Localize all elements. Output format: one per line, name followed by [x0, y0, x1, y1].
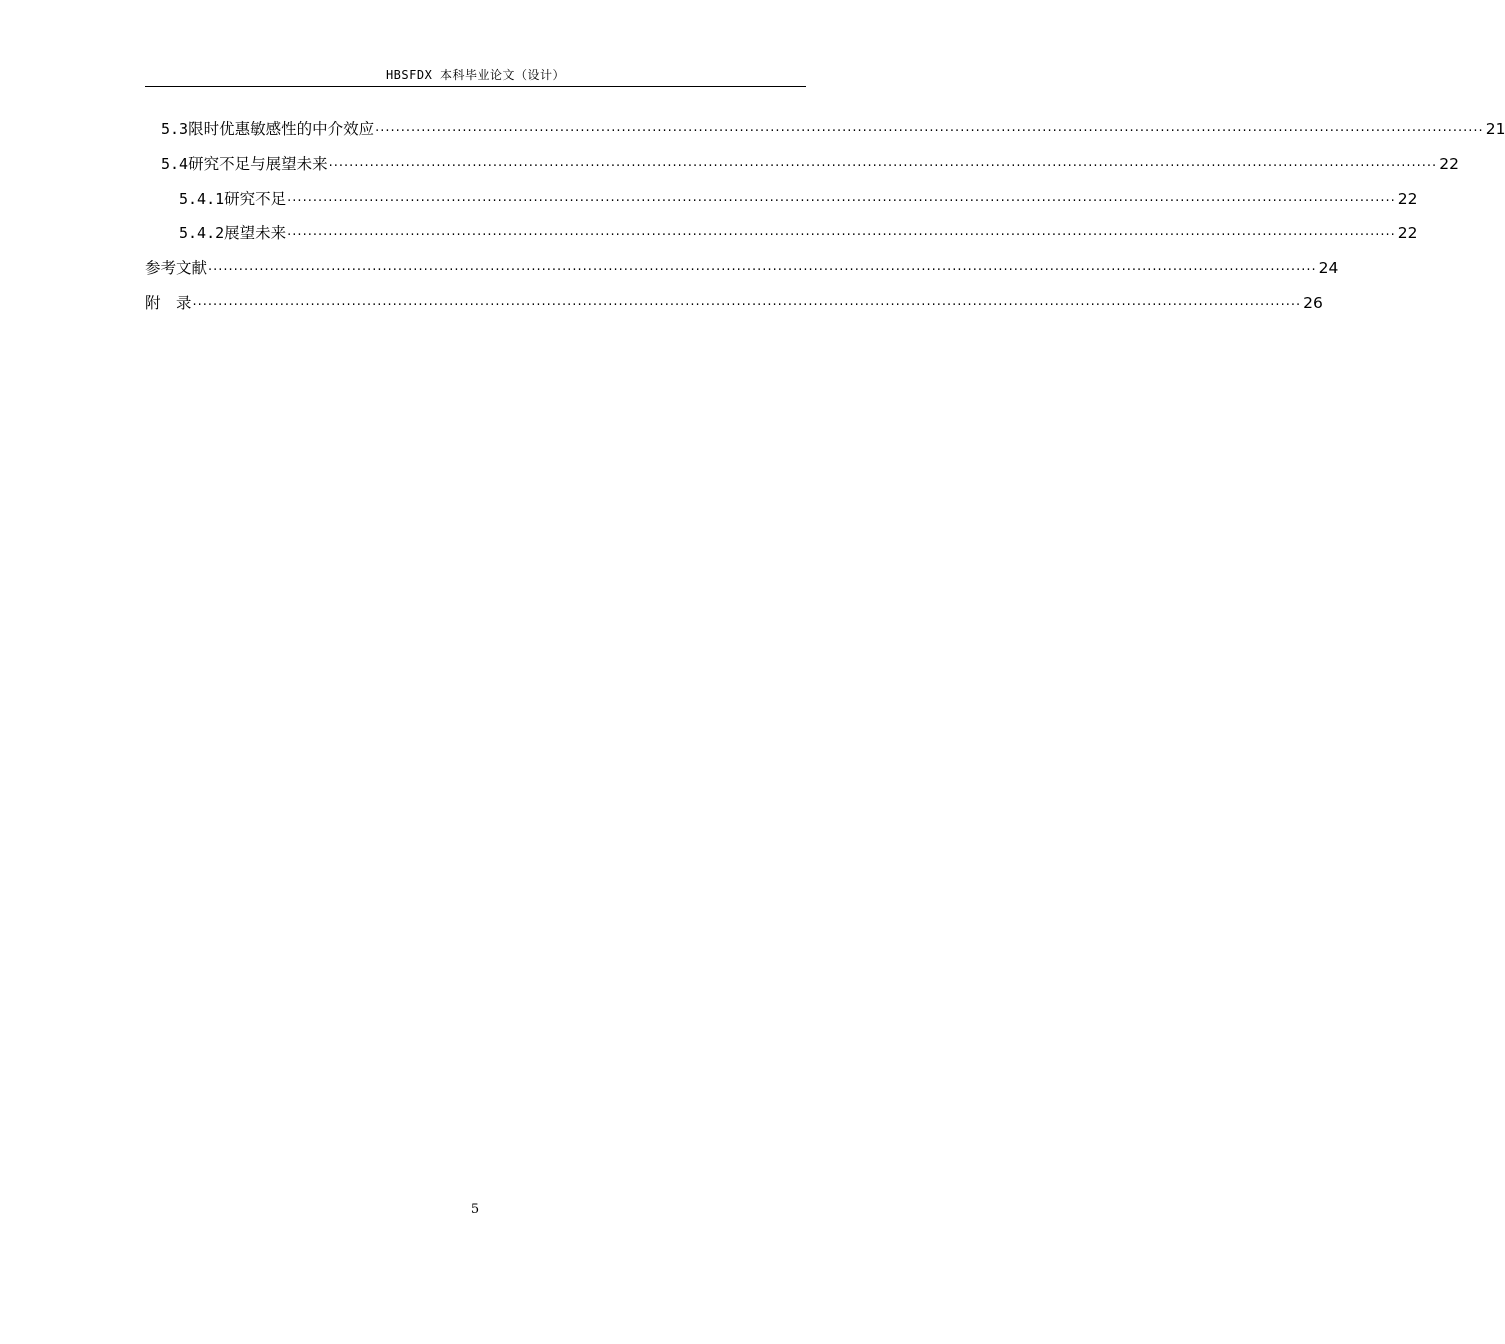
- toc-entry-title: 限时优惠敏感性的中介效应: [188, 120, 375, 138]
- toc-entry-5-3[interactable]: [161, 112, 1505, 140]
- toc-entry-title: 参考文献: [145, 259, 208, 277]
- toc-entry-title: 研究不足与展望未来: [188, 155, 328, 173]
- toc-dot-leader: ........................................................................................................................................................................................................................: [287, 190, 1396, 205]
- toc-entry-page: 21: [1485, 120, 1505, 138]
- toc-entry-number: 5.4: [161, 155, 189, 173]
- toc-entry-references[interactable]: [145, 251, 1339, 279]
- toc-entry-title: 展望未来: [224, 224, 287, 242]
- running-header: HBSFDX 本科毕业论文（设计）: [145, 66, 806, 87]
- toc-dot-leader: ........................................................................................................................................................................................................................: [375, 120, 1484, 135]
- toc-entry-title: 研究不足: [224, 190, 287, 208]
- toc-entry-page: 26: [1303, 294, 1323, 312]
- toc-entry-page: 22: [1439, 155, 1459, 173]
- toc-entry-page: 22: [1397, 224, 1418, 242]
- toc-entry-number: 5.3: [161, 120, 189, 138]
- toc-entry-title: 附 录: [145, 294, 192, 312]
- toc-entry-page: 24: [1318, 259, 1339, 277]
- page-number: 5: [470, 1202, 480, 1217]
- toc-entry-page: 22: [1397, 190, 1418, 208]
- toc-dot-leader: ........................................................................................................................................................................................................................: [192, 294, 1302, 309]
- toc-entry-number: 5.4.1: [179, 190, 225, 208]
- toc-entry-number: 5.4.2: [179, 224, 225, 242]
- toc-dot-leader: ........................................................................................................................................................................................................................: [208, 259, 1317, 274]
- toc-dot-leader: ........................................................................................................................................................................................................................: [287, 224, 1396, 239]
- toc-entry-5-4-2[interactable]: [179, 216, 1418, 244]
- toc-entry-5-4-1[interactable]: [179, 182, 1418, 210]
- toc-dot-leader: ........................................................................................................................................................................................................................: [328, 155, 1438, 170]
- toc-entry-5-4[interactable]: [161, 147, 1459, 175]
- toc-entry-appendix[interactable]: [145, 286, 1323, 314]
